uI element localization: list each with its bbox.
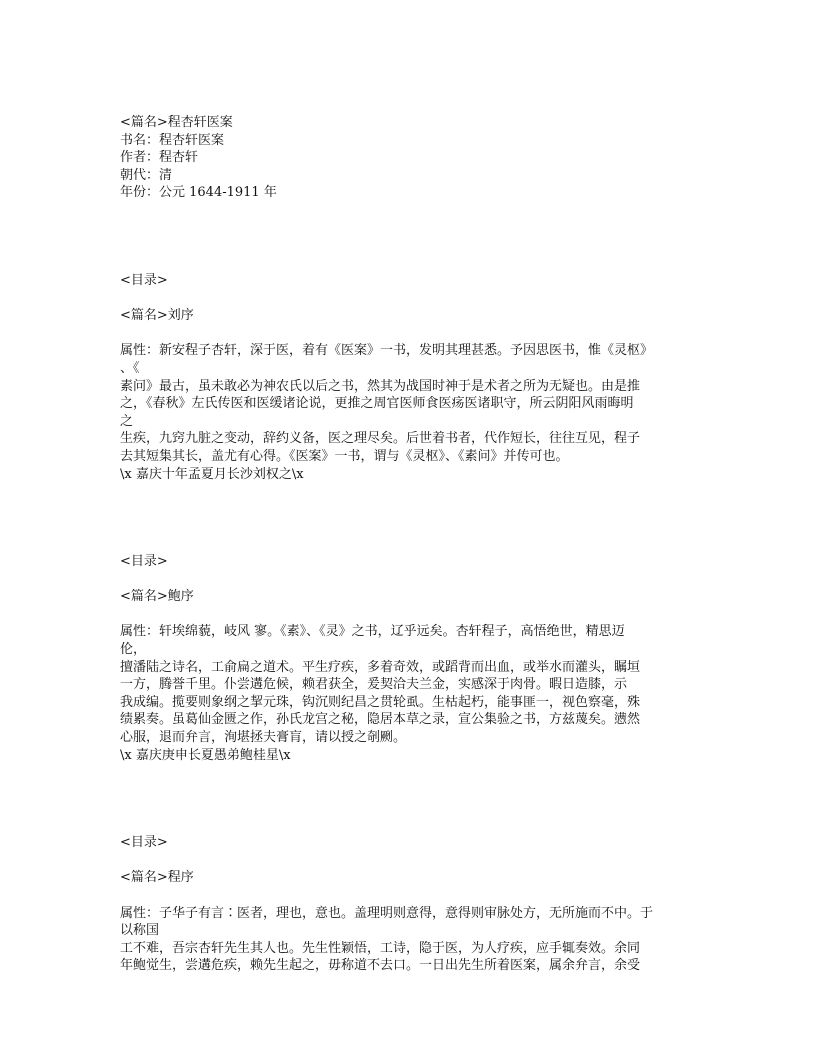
body-line: 属性：轩埃绵藐，岐风 寥。《素》、《灵》之书，辽乎远矣。杏轩程子，高悟绝世，精思迈: [120, 624, 625, 640]
chapter-title: <篇名>程杏轩医案: [120, 115, 233, 130]
body-line: 之: [120, 413, 134, 429]
section-title: <篇名>刘序: [120, 308, 194, 324]
toc-marker: <目录>: [120, 554, 168, 570]
body-line: 以称国: [120, 923, 160, 939]
toc-marker: <目录>: [120, 835, 168, 851]
section-title: <篇名>程序: [120, 870, 194, 886]
spacer: [120, 483, 700, 553]
document-header: [120, 114, 700, 202]
body-line: 素问》最古，虽未敢必为神农氏以后之书，然其为战国时神于是术者之所为无疑也。由是推: [120, 378, 641, 394]
spacer: [120, 764, 700, 834]
body-line: 一方，腾誉千里。仆尝遘危候，赖君获全，爰契洽夫兰金，实感深于肉骨。暇日造膝，示: [120, 677, 628, 693]
signature-line: \x 嘉庆十年孟夏月长沙刘权之\x: [120, 466, 304, 482]
body-line: 、《: [120, 360, 140, 376]
spacer: [120, 202, 700, 272]
body-line: 生疾，九窍九脏之变动，辞约义备，医之理尽矣。后世着书者，代作短长，往往互见，程子: [120, 431, 641, 447]
section-title: <篇名>鲍序: [120, 589, 194, 605]
body-line: 去其短集其长，盖尤有心得。《医案》一书，谓与《灵枢》、《素问》并传可也。: [120, 448, 569, 464]
section-liu-preface: [120, 272, 700, 483]
body-line: 我成编。揽要则象纲之挈元珠，钩沉则纪昌之贯轮虱。生枯起朽，能事匪一，视色察毫，殊: [120, 694, 641, 710]
body-line: 绩累奏。虽葛仙金匮之作，孙氏龙宫之秘，隐居本草之录，宣公集验之书，方兹蔑矣。懑然: [120, 712, 641, 728]
body-line: 伦，: [120, 642, 147, 658]
years: 年份：公元 1644-1911 年: [120, 185, 277, 201]
section-cheng-preface: [120, 834, 700, 975]
body-line: 工不难，吾宗杏轩先生其人也。先生性颖悟，工诗，隐于医，为人疗疾，应手辄奏效。余同: [120, 940, 641, 956]
book-name: 书名：程杏轩医案: [120, 132, 225, 148]
author: 作者：程杏轩: [120, 150, 199, 166]
body-line: 年鲍觉生，尝遘危疾，赖先生起之，毋称道不去口。一日出先生所着医案，属余弁言，余受: [120, 958, 641, 974]
body-line: 属性：新安程子杏轩，深于医，着有《医案》一书，发明其理甚悉。予因思医书，惟《灵枢》: [120, 343, 654, 359]
body-line: 属性：子华子有言∶医者，理也，意也。盖理明则意得，意得则审脉处方，无所施而不中。于: [120, 905, 654, 921]
body-line: 心服，退而弁言，洵堪拯夫膏肓，请以授之剞劂。: [120, 730, 407, 746]
body-line: 之，《春秋》左氏传医和医缓诸论说，更推之周官医师食医疡医诸职守，所云阴阳风雨晦明: [120, 396, 634, 412]
document-page: [120, 114, 700, 975]
signature-line: \x 嘉庆庚申长夏愚弟鲍桂星\x: [120, 747, 291, 763]
section-bao-preface: [120, 553, 700, 764]
dynasty: 朝代：清: [120, 167, 173, 183]
body-line: 擅潘陆之诗名，工俞扁之道术。平生疗疾，多着奇效，或蹈背而出血，或举水而灌头，瞩垣: [120, 659, 641, 675]
toc-marker: <目录>: [120, 272, 168, 288]
